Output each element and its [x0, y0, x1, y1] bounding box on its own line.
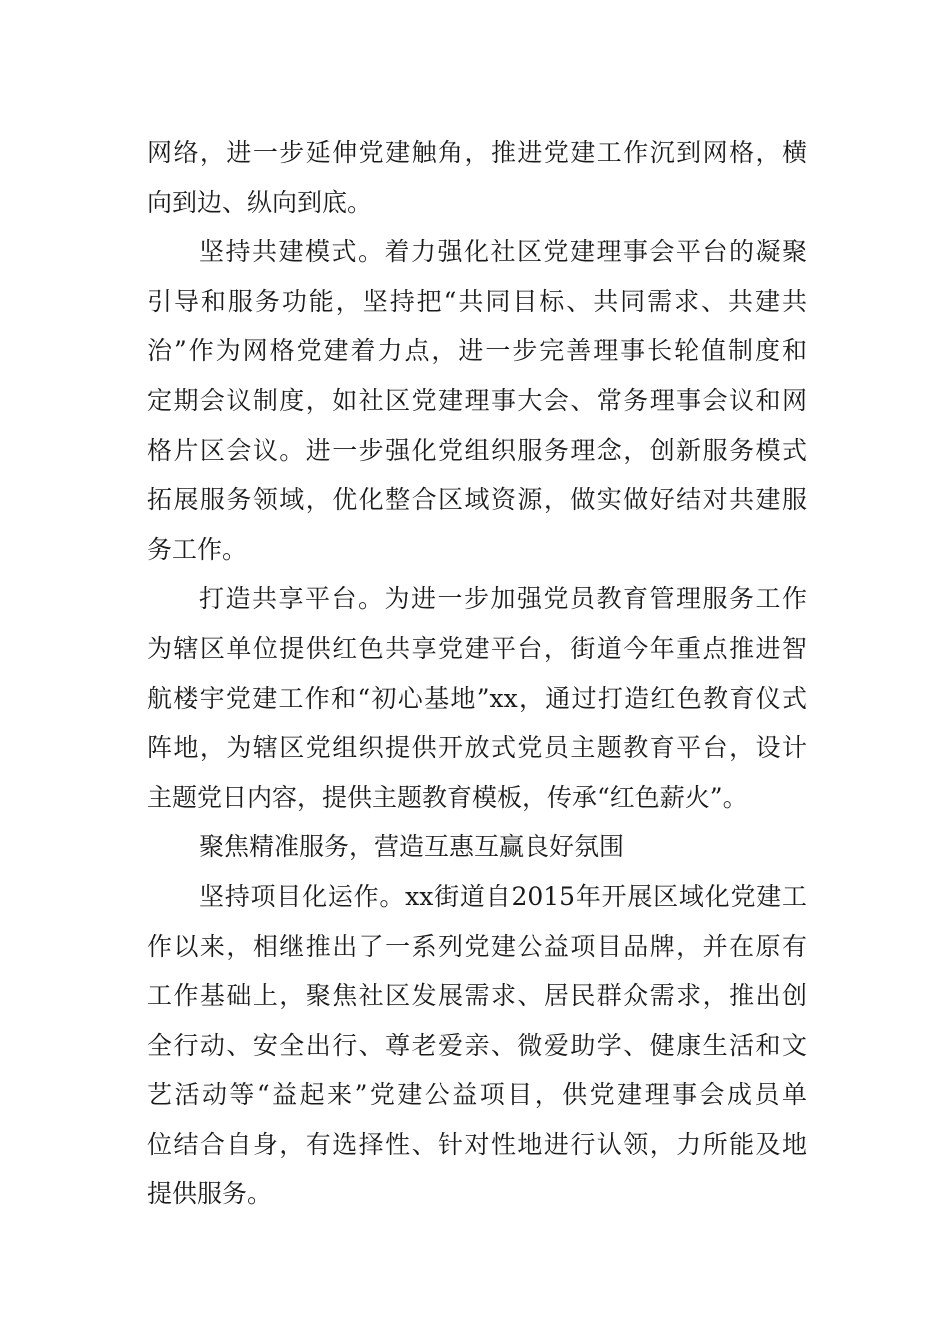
text-line: 为辖区单位提供红色共享党建平台，街道今年重点推进智: [147, 633, 807, 663]
text-line: 治”作为网格党建着力点，进一步完善理事长轮值制度和: [147, 336, 807, 366]
text-line: 航楼宇党建工作和“初心基地”xx，通过打造红色教育仪式: [147, 683, 807, 713]
section-heading: 聚焦精准服务，营造互惠互赢良好氛围: [199, 832, 625, 862]
document-body: [147, 128, 807, 1219]
text-line: 提供服务。: [147, 1179, 273, 1209]
text-line: 位结合自身，有选择性、针对性地进行认领，力所能及地: [147, 1129, 807, 1159]
text-line: 拓展服务领域，优化整合区域资源，做实做好结对共建服: [147, 485, 807, 515]
text-line: 作以来，相继推出了一系列党建公益项目品牌，并在原有: [147, 931, 807, 961]
text-line: 定期会议制度，如社区党建理事大会、常务理事会议和网: [147, 385, 807, 415]
text-line: 主题党日内容，提供主题教育模板，传承“红色薪火”。: [147, 782, 748, 812]
text-line: 网络，进一步延伸党建触角，推进党建工作沉到网格，横: [147, 138, 807, 167]
text-line: 引导和服务功能，坚持把“共同目标、共同需求、共建共: [147, 286, 807, 316]
paragraph-start-line: 坚持项目化运作。xx街道自2015年开展区域化党建工: [199, 881, 807, 911]
text-line: 格片区会议。进一步强化党组织服务理念，创新服务模式: [147, 435, 807, 465]
text-line: 艺活动等“益起来”党建公益项目，供党建理事会成员单: [147, 1080, 807, 1110]
text-line: 工作基础上，聚焦社区发展需求、居民群众需求，推出创: [147, 981, 807, 1011]
paragraph-start-line: 打造共享平台。为进一步加强党员教育管理服务工作: [199, 584, 807, 614]
text-line: 全行动、安全出行、尊老爱亲、微爱助学、健康生活和文: [147, 1030, 807, 1060]
text-line: 务工作。: [147, 534, 248, 564]
text-line: 阵地，为辖区党组织提供开放式党员主题教育平台，设计: [147, 733, 807, 763]
paragraph-start-line: 坚持共建模式。着力强化社区党建理事会平台的凝聚: [199, 237, 807, 267]
text-line: 向到边、纵向到底。: [147, 187, 373, 217]
